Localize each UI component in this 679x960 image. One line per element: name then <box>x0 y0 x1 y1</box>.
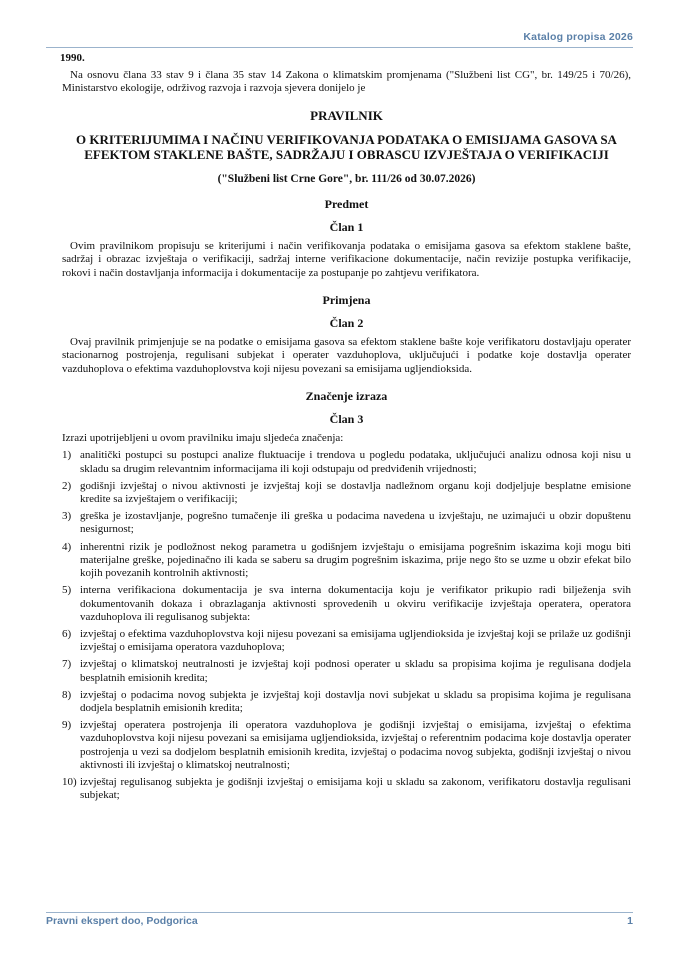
list-item <box>62 658 631 684</box>
item-number: 9) <box>62 719 72 732</box>
section-heading: Primjena <box>322 292 371 307</box>
item-text: analitički postupci su postupci analize fluktuacije i trendova u pogledu podataka, uključujući analizu odnosa koji nisu u skladu sa drugim relevantnim informacijama ili koji odstupaju od predviđenih vrijednosti; <box>80 449 631 475</box>
article-heading: Član 1 <box>329 220 364 235</box>
item-number: 2) <box>62 479 72 492</box>
preamble: Na osnovu člana 33 stav 9 i člana 35 stav 14 Zakona o klimatskim promjenama ("Službeni list CG", br. 149/25 i 70/26), Ministarstvo ekologije, održivog razvoja i razvoja sjevera donijelo je <box>62 69 631 95</box>
definitions-list <box>62 449 631 802</box>
section-heading: Predmet <box>324 196 369 211</box>
document-type: PRAVILNIK <box>310 107 383 123</box>
catalog-title: Katalog propisa 2026 <box>523 31 633 43</box>
item-text: godišnji izvještaj o nivou aktivnosti je izvještaj koji se dostavlja nadležnom organu koji dodjeljuje besplatne emisione kredite sa izvještajem o verifikaciji; <box>80 479 631 506</box>
item-number: 5) <box>62 584 72 597</box>
article-heading: Član 2 <box>329 316 364 331</box>
item-text: izvještaj o efektima vazduhoplovstva koji nijesu povezani sa emisijama ugljendioksida je izvještaj koji se prilaže uz godišnji izvještaj o emisijama operatora vazduhoplova; <box>80 627 631 654</box>
item-text: greška je izostavljanje, pogrešno tumačenje ili greška u podacima navedena u izvještaju, ne uzimajući u obzir dopuštenu nesigurnost; <box>80 510 631 536</box>
item-text: izvještaj regulisanog subjekta je godišnji izvještaj o emisijama koji u skladu sa zakonom, verifikatoru dostavlja regulisani subjekat; <box>80 775 631 802</box>
list-item <box>62 541 631 581</box>
list-item <box>62 689 631 715</box>
page-number: 1 <box>627 915 633 927</box>
document-title: O KRITERIJUMIMA I NAČINU VERIFIKOVANJA PODATAKA O EMISIJAMA GASOVA SA EFEKTOM STAKLENE BAŠTE, SADRŽAJU I OBRASCU IZVJEŠTAJA O VERIFIKACIJI <box>76 131 617 163</box>
item-text: izvještaj o klimatskoj neutralnosti je izvještaj koji podnosi operater u skladu sa propisima kojima je regulisana dodjela besplatnih emisionih kredita; <box>80 658 631 684</box>
item-text: interna verifikaciona dokumentacija je sva interna dokumentacija koju je verifikator prikupio radi bilježenja svih dokumentovanih dokaza i obrazlaganja aktivnosti sprovedenih u okviru verifikacije izvještaja operatera, operatora vazduhoplova ili regulisanog subjekta: <box>80 584 631 623</box>
item-text: izvještaj o podacima novog subjekta je izvještaj koji dostavlja novi subjekat u skladu sa propisima kojima je regulisana dodjela besplatnih emisionih kredita; <box>80 688 631 714</box>
item-number: 6) <box>62 627 72 640</box>
section-heading: Značenje izraza <box>305 388 388 403</box>
list-item <box>62 510 631 536</box>
list-item <box>62 628 631 654</box>
publisher-name: Pravni ekspert doo, Podgorica <box>46 915 198 927</box>
document-number: 1990. <box>60 52 85 64</box>
article-text: Ovaj pravilnik primjenjuje se na podatke o emisijama gasova sa efektom staklene bašte koje verifikatoru dostavljaju operater stacionarnog postrojenja, regulisani subjekat i operater vazduhoplova, uključujući i podatke koje dostavlja operater vazduhoplova o efektima vazduhoplovstva koji nijesu povezani sa emisijama ugljendioksida. <box>62 336 631 375</box>
document-body <box>62 52 631 806</box>
list-item <box>62 776 631 802</box>
item-number: 8) <box>62 688 72 701</box>
article-heading: Član 3 <box>329 412 364 427</box>
item-number: 7) <box>62 658 72 671</box>
item-number: 4) <box>62 540 72 553</box>
page-header <box>46 30 633 48</box>
item-text: inherentni rizik je podložnost nekog parametra u godišnjem izvještaju o emisijama pogrešnim iskazima koji mogu biti materijalne greške, pojedinačno ili kada se saberu sa drugim pogrešnim iskazima, prije nego što se uzme u obzir efekat bilo kojih povezanih kontrolnih aktivnosti; <box>80 540 631 580</box>
item-text: izvještaj operatera postrojenja ili operatora vazduhoplova je godišnji izvještaj o emisijama, izvještaj o efektima vazduhoplovstva koji nijesu povezani sa emisijama ugljendioksida, izvještaj o referentnim podacima koje dostavlja operater postrojenja u vezi sa dodjelom besplatnih emisionih kredita, izvještaj o podacima novog subjekta, godišnji izvještaj o nivou aktivnosti ili izvještaj o klimatskoj neutralnosti; <box>80 719 631 771</box>
gazette-reference: ("Službeni list Crne Gore", br. 111/26 od 30.07.2026) <box>217 172 476 185</box>
article-text: Ovim pravilnikom propisuju se kriterijumi i način verifikovanja podataka o emisijama gasova sa efektom staklene bašte, sadržaj i obrazac izvještaja o verifikaciji, sadržaj interne verifikacione dokumentacije, način revizije postupka verifikacije, rokovi i način dostavljanja informacija i dokumentacije za postupanje po zahtjevu verifikatora. <box>62 240 631 279</box>
item-number: 3) <box>62 510 72 523</box>
article-text: Izrazi upotrijebljeni u ovom pravilniku imaju sljedeća značenja: <box>62 432 344 445</box>
list-item <box>62 584 631 624</box>
item-number: 1) <box>62 449 72 462</box>
list-item <box>62 480 631 506</box>
list-item <box>62 449 631 475</box>
item-number: 10) <box>62 775 77 788</box>
page-footer <box>46 912 633 931</box>
list-item <box>62 719 631 772</box>
